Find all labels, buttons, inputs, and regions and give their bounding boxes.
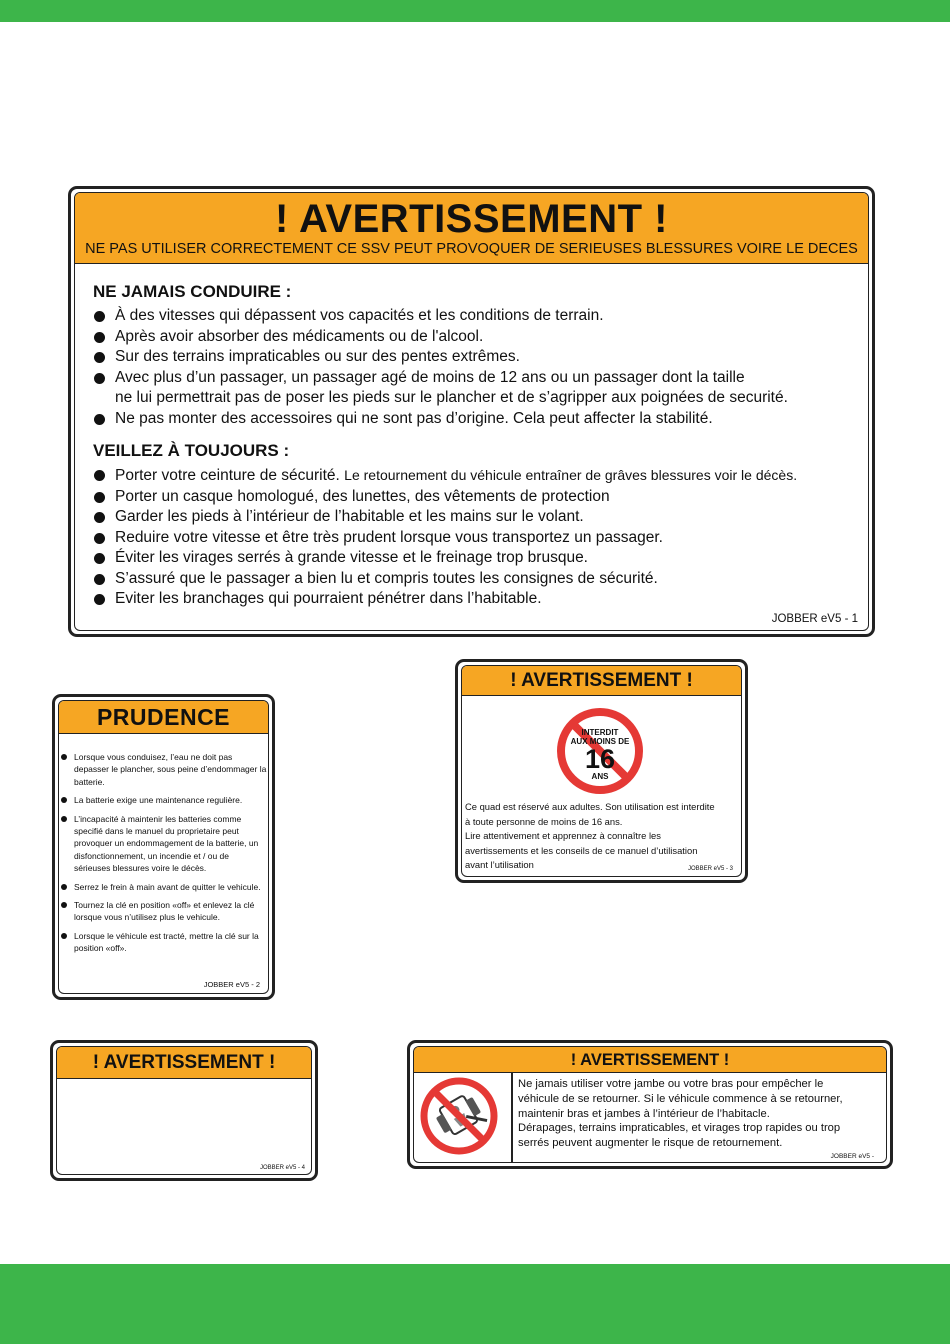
prudence-body xyxy=(60,751,267,961)
list-item: L’incapacité à maintenir les batteries comme specifié dans le manuel du proprietaire peut provoquer un endommagement de la batterie, un disfonctionnement, un incendie et / ou de sérieuses blessures voire le décès. xyxy=(60,813,267,875)
text-line: véhicule de se retourner. Si le véhicule commence à se retourner, xyxy=(518,1092,843,1105)
badge-number: 16 xyxy=(584,744,616,774)
list-item: Ne pas monter des accessoires qui ne sont pas d’origine. Cela peut affecter la stabilité. xyxy=(93,409,862,430)
prudence-list xyxy=(60,751,267,955)
main-warning-header xyxy=(75,193,868,264)
blank-warning-label xyxy=(50,1040,318,1181)
text-line: Ce quad est réservé aux adultes. Son utilisation est interdite xyxy=(465,801,715,812)
prudence-title: PRUDENCE xyxy=(96,704,231,730)
list-item xyxy=(93,465,862,487)
list-item-main: Porter votre ceinture de sécurité. xyxy=(115,467,340,484)
list-item: S’assuré que le passager a bien lu et compris toutes les consignes de sécurité. xyxy=(93,569,862,590)
rollover-warning-title: ! AVERTISSEMENT ! xyxy=(570,1051,730,1069)
text-line: Dérapages, terrains impraticables, et virages trop rapides ou trop xyxy=(518,1122,841,1135)
rollover-warning-label xyxy=(407,1040,893,1169)
badge-line-1: INTERDIT xyxy=(581,728,619,737)
section-never-drive-title: NE JAMAIS CONDUIRE : xyxy=(93,282,292,301)
prudence-label xyxy=(52,694,275,1000)
text-line: Lire attentivement et apprennez à connaître les xyxy=(465,830,661,841)
blank-warning-header xyxy=(57,1047,311,1079)
list-item: Éviter les virages serrés à grande vitesse et le freinage trop brusque. xyxy=(93,548,862,569)
section-always-title: VEILLEZ À TOUJOURS : xyxy=(93,441,290,460)
main-warning-subtitle: NE PAS UTILISER CORRECTEMENT CE SSV PEUT PROVOQUER DE SERIEUSES BLESSURES VOIRE LE DECES xyxy=(85,241,858,257)
label-reference: JOBBER eV5 - 4 xyxy=(259,1165,305,1171)
never-drive-list xyxy=(93,306,862,429)
list-item: La batterie exige une maintenance regulière. xyxy=(60,794,267,806)
list-item: Sur des terrains impraticables ou sur des pentes extrêmes. xyxy=(93,347,862,368)
text-line: maintenir bras et jambes à l’intérieur de l’habitacle. xyxy=(518,1107,770,1120)
no-under-16-icon xyxy=(555,706,645,796)
list-item: Garder les pieds à l’intérieur de l’habitable et les mains sur le volant. xyxy=(93,507,862,528)
text-line: avant l’utilisation xyxy=(465,859,534,870)
list-item: Lorsque le véhicule est tracté, mettre la clé sur la position «off». xyxy=(60,930,267,955)
rollover-warning-header xyxy=(414,1047,886,1073)
prudence-header xyxy=(59,701,268,734)
rollover-warning-text xyxy=(518,1077,884,1151)
blank-warning-title: ! AVERTISSEMENT ! xyxy=(92,1052,276,1073)
label-reference: JOBBER eV5 - 3 xyxy=(687,866,733,872)
list-item: Eviter les branchages qui pourraient pénétrer dans l’habitable. xyxy=(93,589,862,610)
list-item: Lorsque vous conduisez, l’eau ne doit pas depasser le plancher, sous peine d’endommager la batterie. xyxy=(60,751,267,788)
main-warning-label xyxy=(68,186,875,637)
list-item: Porter un casque homologué, des lunettes, des vêtements de protection xyxy=(93,487,862,508)
label-reference: JOBBER eV5 - xyxy=(830,1153,874,1160)
text-line: serrés peuvent augmenter le risque de retournement. xyxy=(518,1137,783,1150)
list-item-note: Le retournement du véhicule entraîner de grâves blessures voir le décès. xyxy=(344,467,798,483)
age-warning-header xyxy=(462,666,741,696)
badge-line-2: AUX MOINS DE xyxy=(570,737,630,746)
list-item: Après avoir absorber des médicaments ou de l'alcool. xyxy=(93,327,862,348)
age-warning-title: ! AVERTISSEMENT ! xyxy=(510,670,693,691)
list-item: Serrez le frein à main avant de quitter le vehicule. xyxy=(60,881,267,893)
no-limbs-outside-icon xyxy=(419,1076,499,1156)
divider xyxy=(511,1073,513,1162)
list-item-line: Avec plus d’un passager, un passager agé de moins de 12 ans ou un passager dont la taille xyxy=(115,368,745,386)
age-restriction-label xyxy=(455,659,748,883)
list-item: À des vitesses qui dépassent vos capacités et les conditions de terrain. xyxy=(93,306,862,327)
text-line: avertissements et les conseils de ce manuel d’utilisation xyxy=(465,844,698,856)
always-list xyxy=(93,465,862,610)
age-warning-text xyxy=(465,800,739,873)
label-reference: JOBBER eV5 - 2 xyxy=(203,980,260,989)
text-line: à toute personne de moins de 16 ans. xyxy=(465,815,623,827)
list-item-line: ne lui permettrait pas de poser les pieds sur le plancher et de s’agripper aux poignées de securité. xyxy=(115,389,788,406)
list-item: Tournez la clé en position «off» et enlevez la clé lorsque vous n’utilisez plus le vehicule. xyxy=(60,899,267,924)
text-line: Ne jamais utiliser votre jambe ou votre bras pour empêcher le xyxy=(518,1078,824,1090)
badge-line-3: ANS xyxy=(591,772,609,781)
list-item: Reduire votre vitesse et être très prudent lorsque vous transportez un passager. xyxy=(93,528,862,549)
bottom-green-band xyxy=(0,1264,950,1344)
list-item xyxy=(93,368,862,409)
main-warning-body xyxy=(93,282,862,610)
top-green-band xyxy=(0,0,950,22)
main-warning-title: ! AVERTISSEMENT ! xyxy=(275,197,668,241)
label-reference: JOBBER eV5 - 1 xyxy=(771,613,858,625)
